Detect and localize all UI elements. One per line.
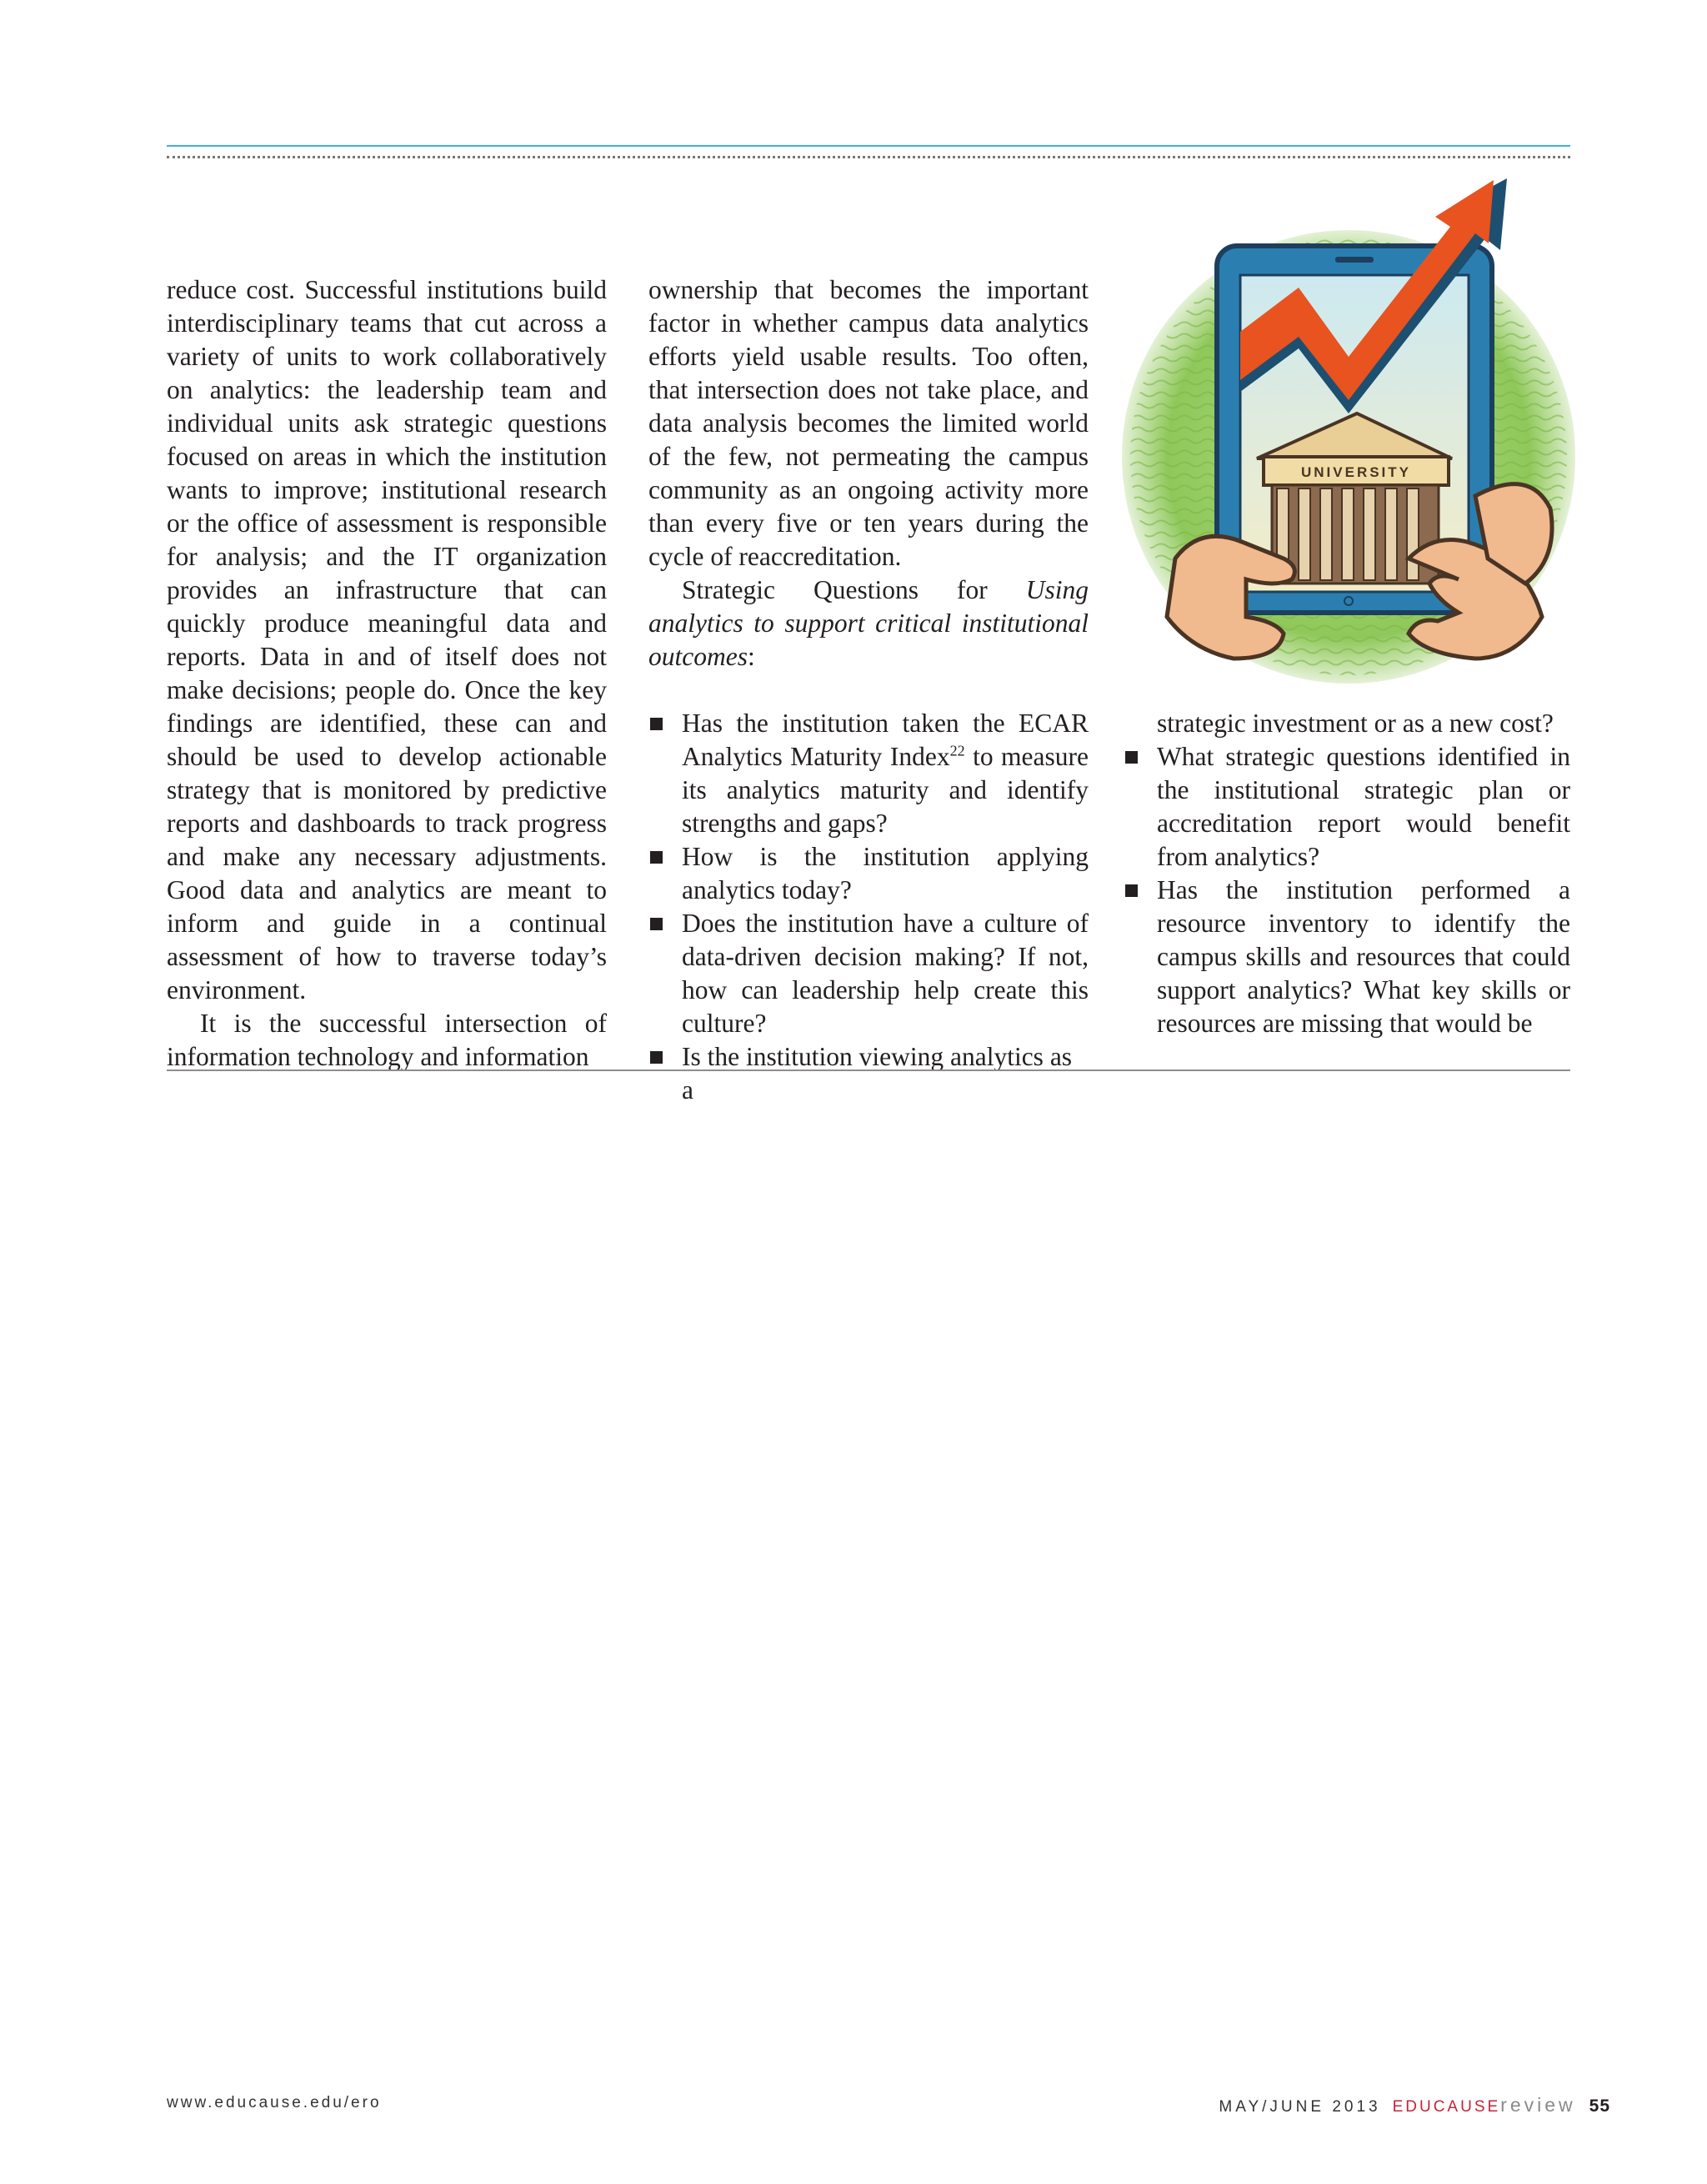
paragraph-continuation: strategic investment or as a new cost?: [1157, 709, 1554, 738]
text-column-3: [1124, 707, 1570, 1040]
question-list: [1124, 740, 1570, 1040]
text-column-2: [648, 273, 1089, 1107]
issue-date: MAY/JUNE 2013: [1219, 2098, 1381, 2116]
analytics-tablet-illustration: [1109, 167, 1587, 700]
text-column-1: [167, 273, 607, 1074]
publication-brand: EDUCAUSE: [1392, 2098, 1501, 2116]
question-list: [648, 707, 1089, 1107]
list-item: Has the institution taken the ECAR Analytics Maturity Index$^{22}$ to measure its analytics maturity and identify strengths and gaps?: [648, 707, 1089, 840]
bullet-square-icon: [650, 718, 663, 730]
bottom-rule: [167, 1069, 1570, 1071]
dotted-rule: [167, 156, 1570, 158]
bullet-square-icon: [1125, 751, 1138, 764]
bullet-square-icon: [1125, 884, 1138, 897]
list-item: Does the institution have a culture of data-driven decision making? If not, how can leadership help create this culture?: [648, 907, 1089, 1040]
strategic-questions-heading: Strategic Questions for Using analytics to support critical institutional outcomes:: [648, 575, 1089, 671]
paragraph: ownership that becomes the important factor in whether campus data analytics efforts yield usable results. Too often, that intersection does not take place, and data analysis becomes the limited world of the few, not permeating the campus community as an ongoing activity more than every five or ten years during the cycle of reaccreditation.: [648, 275, 1089, 571]
bullet-square-icon: [650, 851, 663, 864]
list-item: Has the institution performed a resource inventory to identify the campus skills and resources that could support analytics? What key skills or resources are missing that would be: [1124, 874, 1570, 1040]
bullet-square-icon: [650, 918, 663, 930]
list-item: How is the institution applying analytics today?: [648, 840, 1089, 907]
list-item: Is the institution viewing analytics as a: [648, 1040, 1089, 1107]
paragraph: reduce cost. Successful institutions build interdisciplinary teams that cut across a variety of units to work collaboratively on analytics: the leadership team and individual units ask strategic questions focused on areas in which the institution wants to improve; institutional research or the office of assessment is responsible for analysis; and the IT organization provides an infrastructure that can quickly produce meaningful data and reports. Data in and of itself does not make decisions; people do. Once the key findings are identified, these can and should be used to develop actionable strategy that is monitored by predictive reports and dashboards to track progress and make any necessary adjustments. Good data and analytics are meant to inform and guide in a continual assessment of how to traverse today’s environment.: [167, 275, 607, 1004]
footer-folio: [1219, 2094, 1610, 2116]
paragraph: It is the successful intersection of information technology and information: [167, 1009, 607, 1071]
publication-review: review: [1500, 2094, 1576, 2116]
bullet-square-icon: [650, 1051, 663, 1064]
page-number: 55: [1589, 2096, 1610, 2116]
footer-url: www.educause.edu/ero: [167, 2094, 382, 2111]
top-rule: [167, 145, 1570, 147]
list-item: What strategic questions identified in the institutional strategic plan or accreditation report would benefit from analytics?: [1124, 740, 1570, 874]
svg-text:UNIVERSITY: UNIVERSITY: [1300, 464, 1412, 480]
